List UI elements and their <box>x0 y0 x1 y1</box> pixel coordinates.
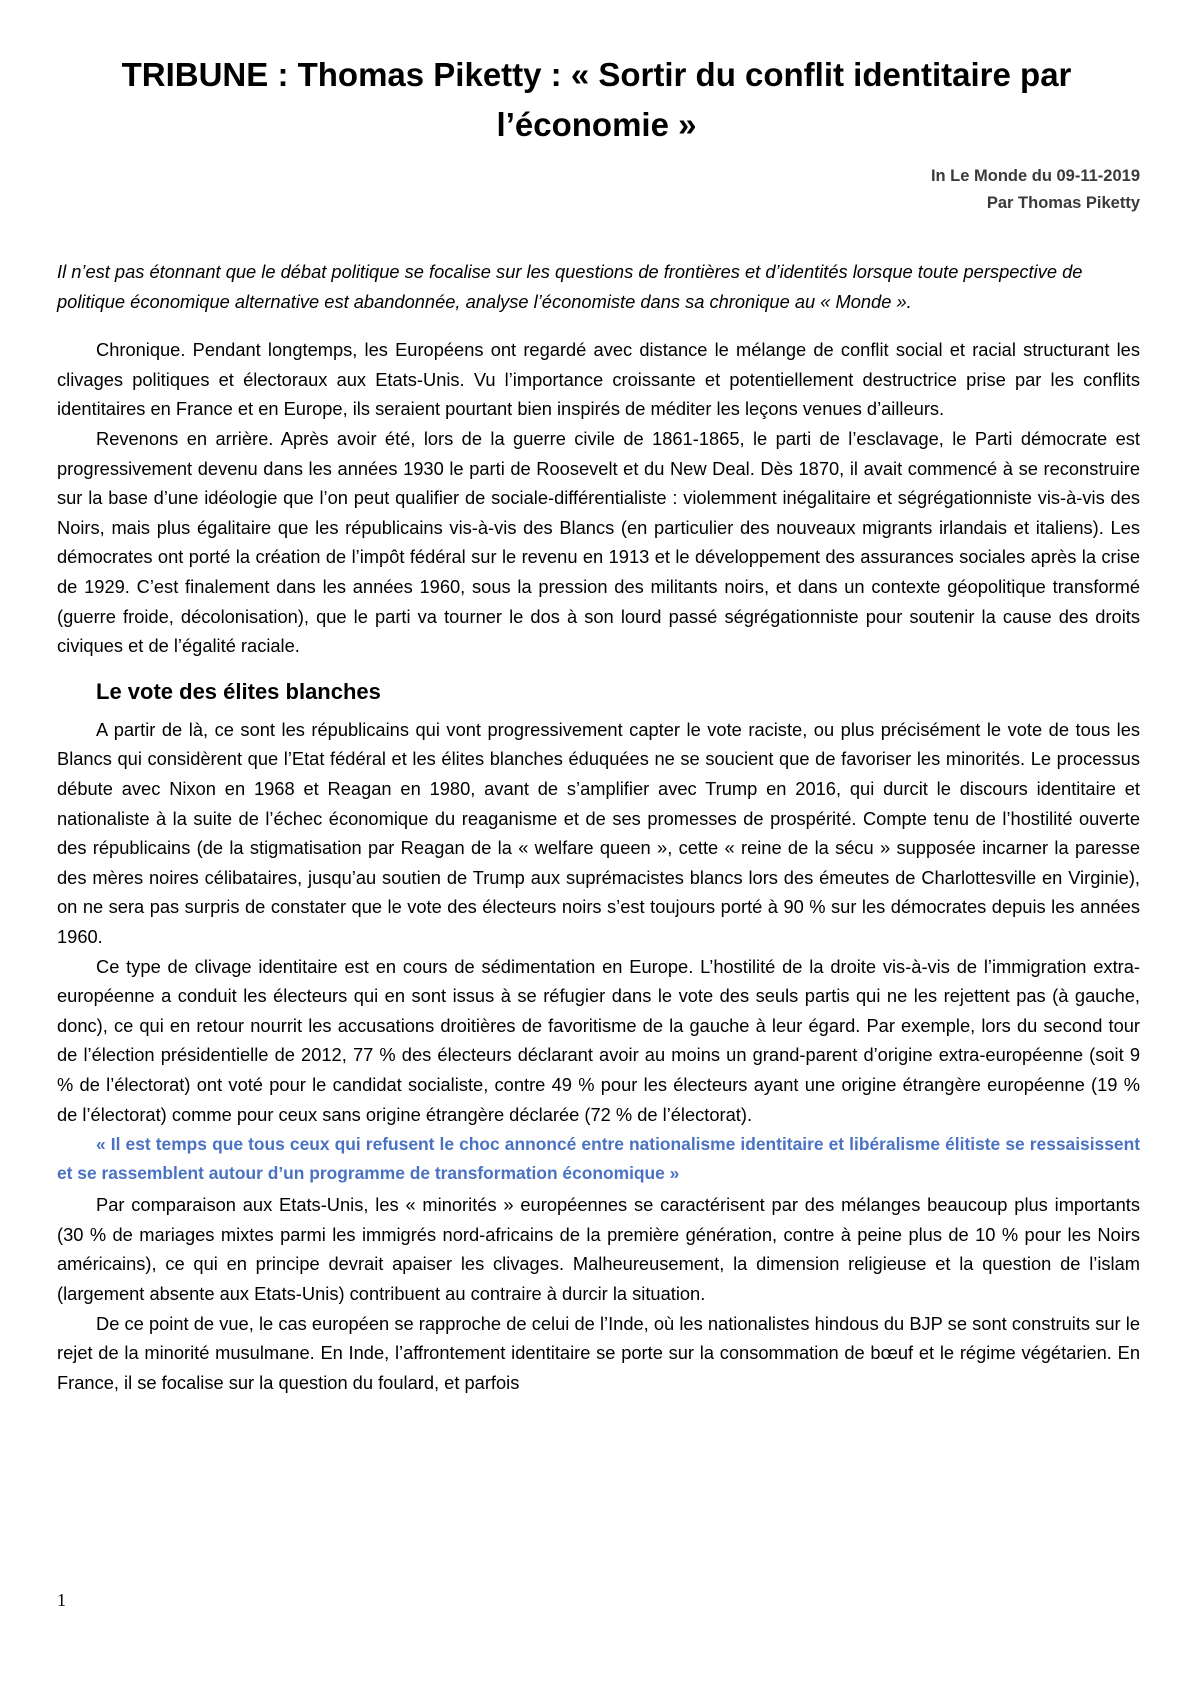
paragraph-4: Ce type de clivage identitaire est en cours de sédimentation en Europe. L’hostilité de la droite vis-à-vis de l’immigration extra-européenne a conduit les électeurs qui en sont issus à se réfugier dans le vote des seuls partis qui ne les rejettent pas (à gauche, donc), ce qui en retour nourrit les accusations droitières de favoritisme de la gauche à leur égard. Par exemple, lors du second tour de l’élection présidentielle de 2012, 77 % des électeurs déclarant avoir au moins un grand-parent d’origine extra-européenne (soit 9 % de l’électorat) ont voté pour le candidat socialiste, contre 49 % pour les électeurs ayant une origine étrangère européenne (19 % de l’électorat) comme pour ceux sans origine étrangère déclarée (72 % de l’électorat). <box>57 955 1140 1125</box>
article-page <box>57 50 1140 1397</box>
article-title: TRIBUNE : Thomas Piketty : « Sortir du conflit identitaire par l’économie » <box>121 56 1072 143</box>
article-meta <box>57 163 1140 217</box>
article-lede: Il n’est pas étonnant que le débat politique se focalise sur les questions de frontières et d’identités lorsque toute perspective de politique économique alternative est abandonnée, analyse l’économiste dans sa chronique au « Monde ». <box>57 261 1083 312</box>
pull-quote: « Il est temps que tous ceux qui refusent le choc annoncé entre nationalisme identitaire et libéralisme élitiste se ressaisissent et se rassemblent autour d’un programme de transformation économique » <box>57 1134 1140 1184</box>
paragraph-2: Revenons en arrière. Après avoir été, lors de la guerre civile de 1861-1865, le parti de l’esclavage, le Parti démocrate est progressivement devenu dans les années 1930 le parti de Roosevelt et du New Deal. Dès 1870, il avait commencé à se reconstruire sur la base d’une idéologie que l’on peut qualifier de sociale-différentialiste : violemment inégalitaire et ségrégationniste vis-à-vis des Noirs, mais plus égalitaire que les républicains vis-à-vis des Blancs (en particulier des nouveaux migrants irlandais et italiens). Les démocrates ont porté la création de l’impôt fédéral sur le revenu en 1913 et le développement des assurances sociales après la crise de 1929. C’est finalement dans les années 1960, sous la pression des militants noirs, et dans un contexte géopolitique transformé (guerre froide, décolonisation), que le parti va tourner le dos à son lourd passé ségrégationniste pour soutenir la cause des droits civiques et de l’égalité raciale. <box>57 428 1140 657</box>
paragraph-3: A partir de là, ce sont les républicains qui vont progressivement capter le vote raciste, ou plus précisément le vote de tous les Blancs qui considèrent que l’Etat fédéral et les élites blanches éduquées ne se soucient que de favoriser les minorités. Le processus débute avec Nixon en 1968 et Reagan en 1980, avant de s’amplifier avec Trump en 2016, qui durcit le discours identitaire et nationaliste à la suite de l’échec économique du reaganisme et de ses promesses de prospérité. Compte tenu de l’hostilité ouverte des républicains (de la stigmatisation par Reagan de la « welfare queen », cette « reine de la sécu » supposée incarner la paresse des mères noires célibataires, jusqu’au soutien de Trump aux suprémacistes blancs lors des émeutes de Charlottesville en Virginie), on ne sera pas surpris de constater que le vote des électeurs noirs s’est toujours porté à 90 % sur les démocrates depuis les années 1960. <box>57 718 1140 947</box>
section-heading: Le vote des élites blanches <box>96 678 381 704</box>
paragraph-1: Chronique. Pendant longtemps, les Européens ont regardé avec distance le mélange de conflit social et racial structurant les clivages politiques et électoraux aux Etats-Unis. Vu l’importance croissante et potentiellement destructrice prise par les conflits identitaires en France et en Europe, ils seraient pourtant bien inspirés de méditer les leçons venues d’ailleurs. <box>57 339 1140 420</box>
article-source: In Le Monde du 09-11-2019 <box>930 167 1140 185</box>
paragraph-5: Par comparaison aux Etats-Unis, les « minorités » européennes se caractérisent par des mélanges beaucoup plus importants (30 % de mariages mixtes parmi les immigrés nord-africains de la première génération, contre à peine plus de 10 % pour les Noirs américains), ce qui en principe devrait apaiser les clivages. Malheureusement, la dimension religieuse et la question de l’islam (largement absente aux Etats-Unis) contribuent au contraire à durcir la situation. <box>57 1194 1140 1304</box>
page-number: 1 <box>57 1590 66 1610</box>
article-byline: Par Thomas Piketty <box>986 194 1140 212</box>
paragraph-6: De ce point de vue, le cas européen se rapproche de celui de l’Inde, où les nationalistes hindous du BJP se sont construits sur le rejet de la minorité musulmane. En Inde, l’affrontement identitaire se porte sur la consommation de bœuf et le régime végétarien. En France, il se focalise sur la question du foulard, et parfois <box>57 1312 1140 1393</box>
